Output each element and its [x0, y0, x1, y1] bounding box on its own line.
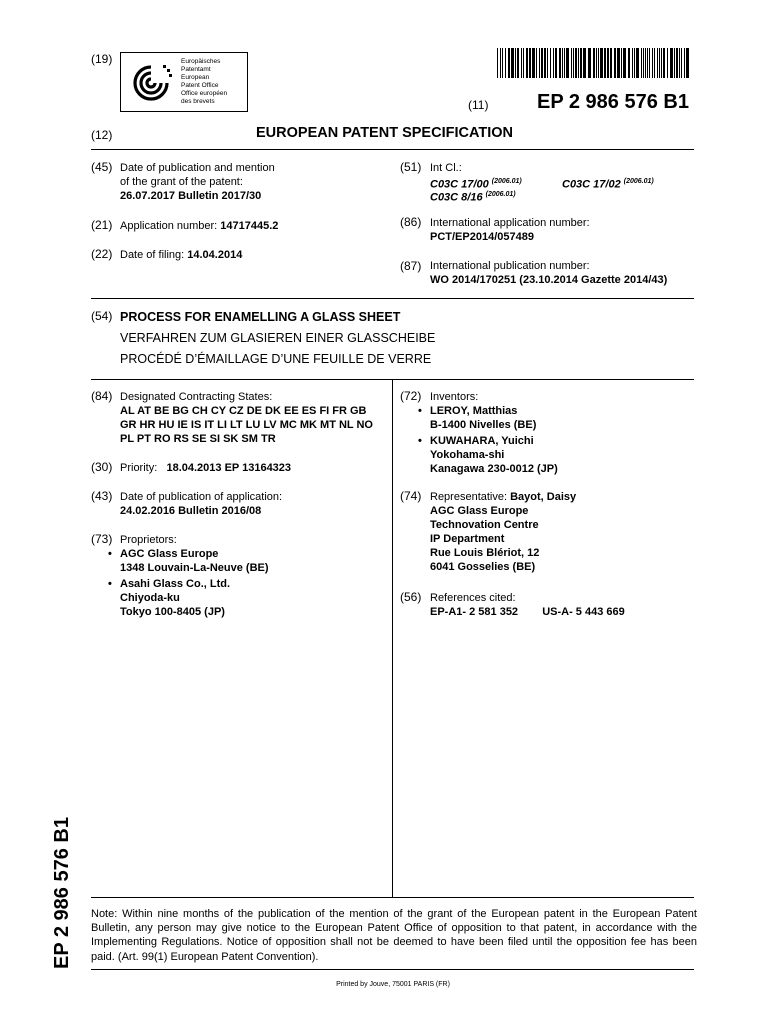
inid-21: (21)	[91, 218, 113, 232]
epo-logo-box	[120, 52, 248, 112]
proprietor-name: • Asahi Glass Co., Ltd.	[120, 577, 230, 591]
inid-19: (19)	[91, 52, 113, 66]
intl-application-value: PCT/EP2014/057489	[430, 231, 534, 243]
references-label: References cited:	[430, 592, 516, 604]
inid-30: (30)	[91, 460, 113, 474]
inventors-label: Inventors:	[430, 391, 479, 403]
proprietor-entry	[120, 547, 269, 575]
inid-11: (11)	[468, 98, 489, 112]
inid-51: (51)	[400, 160, 422, 174]
inid-54: (54)	[91, 309, 113, 323]
application-number-label: Application number:	[120, 220, 218, 232]
barcode	[497, 48, 693, 78]
inid-87: (87)	[400, 259, 422, 273]
column-divider	[392, 379, 393, 897]
inid-12: (12)	[91, 128, 113, 142]
document-type-title: EUROPEAN PATENT SPECIFICATION	[256, 125, 513, 141]
grant-date-label: of the grant of the patent:	[120, 176, 243, 188]
reference-cited: US-A- 5 443 669	[542, 606, 625, 618]
inventor-address: Kanagawa 230-0012 (JP)	[430, 463, 558, 475]
representative-address: Technovation Centre	[430, 519, 539, 531]
title-french: PROCÉDÉ D’ÉMAILLAGE D’UNE FEUILLE DE VERRE	[120, 352, 432, 366]
side-publication-number: EP 2 986 576 B1	[51, 817, 73, 969]
representative-address: 6041 Gosselies (BE)	[430, 561, 536, 573]
title-english: PROCESS FOR ENAMELLING A GLASS SHEET	[120, 310, 401, 324]
designated-states-label: Designated Contracting States:	[120, 391, 273, 403]
int-cl-class-code: C03C 8/16	[430, 191, 483, 204]
office-name-line: Patent Office	[181, 82, 219, 89]
designated-states-line: GR HR HU IE IS IT LI LT LU LV MC MK MT NL NO	[120, 419, 373, 431]
representative-address: AGC Glass Europe	[430, 505, 529, 517]
header-divider	[91, 149, 694, 150]
inid-43: (43)	[91, 489, 113, 503]
application-publication-value: 24.02.2016 Bulletin 2016/08	[120, 505, 262, 517]
inid-84: (84)	[91, 389, 113, 403]
filing-date-label: Date of filing:	[120, 249, 185, 261]
inventor-address: B-1400 Nivelles (BE)	[430, 419, 537, 431]
int-cl-class-code: C03C 17/02	[562, 178, 621, 191]
proprietor-address: Tokyo 100-8405 (JP)	[120, 606, 225, 618]
printer-footer: Printed by Jouve, 75001 PARIS (FR)	[336, 981, 450, 988]
int-cl-class	[562, 175, 654, 192]
representative-name: Bayot, Daisy	[510, 491, 577, 503]
inventor-entry	[430, 404, 536, 432]
note-bottom-divider	[91, 969, 694, 970]
proprietor-address: Chiyoda-ku	[120, 592, 180, 604]
inventor-name: • KUWAHARA, Yuichi	[430, 434, 558, 448]
priority-value: 18.04.2013 EP 13164323	[166, 462, 292, 474]
int-cl-class-code: C03C 17/00	[430, 178, 489, 191]
inid-74: (74)	[400, 489, 422, 503]
note-top-divider	[91, 897, 694, 898]
proprietors-label: Proprietors:	[120, 534, 177, 546]
inid-45: (45)	[91, 160, 113, 174]
representative-address: Rue Louis Blériot, 12	[430, 547, 540, 559]
office-name-line: Office européen	[181, 90, 228, 97]
priority-label: Priority:	[120, 462, 158, 474]
inid-56: (56)	[400, 590, 422, 604]
title-german: VERFAHREN ZUM GLASIEREN EINER GLASSCHEIBE	[120, 331, 436, 345]
representative-label: Representative:	[430, 491, 508, 503]
reference-cited: EP-A1- 2 581 352	[430, 606, 519, 618]
grant-date-label: Date of publication and mention	[120, 162, 275, 174]
proprietor-address: 1348 Louvain-La-Neuve (BE)	[120, 562, 269, 574]
inventor-address: Yokohama-shi	[430, 449, 505, 461]
int-cl-class	[430, 188, 516, 205]
inid-22: (22)	[91, 247, 113, 261]
office-name-line: European	[181, 74, 210, 81]
grant-date-value: 26.07.2017 Bulletin 2017/30	[120, 190, 262, 202]
inid-86: (86)	[400, 215, 422, 229]
opposition-note: Note: Within nine months of the publication of the mention of the grant of the European patent in the European Patent Bulletin, any person may give notice to the European Patent Office of opposition to that patent, in accordance with the Implementing Regulations. Notice of opposition shall not be deemed to have been filed until the opposition fee has been paid. (Art. 99(1) European Patent Convention).	[91, 908, 697, 963]
designated-states-line: PL PT RO RS SE SI SK SM TR	[120, 433, 276, 445]
proprietor-entry	[120, 577, 230, 619]
application-number-value: 14717445.2	[220, 220, 279, 232]
inid-73: (73)	[91, 532, 113, 546]
application-publication-label: Date of publication of application:	[120, 491, 283, 503]
office-name-line: Patentamt	[181, 66, 211, 73]
inventor-entry	[430, 434, 558, 476]
representative-address: IP Department	[430, 533, 505, 545]
office-name-line: des brevets	[181, 98, 215, 105]
int-cl-class-version: (2006.01)	[485, 191, 516, 198]
int-cl-class-version: (2006.01)	[623, 178, 654, 185]
filing-date-value: 14.04.2014	[187, 249, 243, 261]
epo-logo-icon	[127, 59, 175, 107]
title-top-divider	[91, 298, 694, 299]
intl-application-label: International application number:	[430, 217, 590, 229]
intl-publication-value: WO 2014/170251 (23.10.2014 Gazette 2014/43)	[430, 274, 668, 286]
inid-72: (72)	[400, 389, 422, 403]
publication-number: EP 2 986 576 B1	[537, 91, 689, 113]
int-cl-label: Int Cl.:	[430, 162, 462, 174]
inventor-name: • LEROY, Matthias	[430, 404, 536, 418]
designated-states-line: AL AT BE BG CH CY CZ DE DK EE ES FI FR GB	[120, 405, 367, 417]
barcode-graphic	[497, 48, 693, 78]
int-cl-class-version: (2006.01)	[491, 178, 522, 185]
proprietor-name: • AGC Glass Europe	[120, 547, 269, 561]
intl-publication-label: International publication number:	[430, 260, 590, 272]
office-name-line: Europäisches	[181, 58, 221, 65]
